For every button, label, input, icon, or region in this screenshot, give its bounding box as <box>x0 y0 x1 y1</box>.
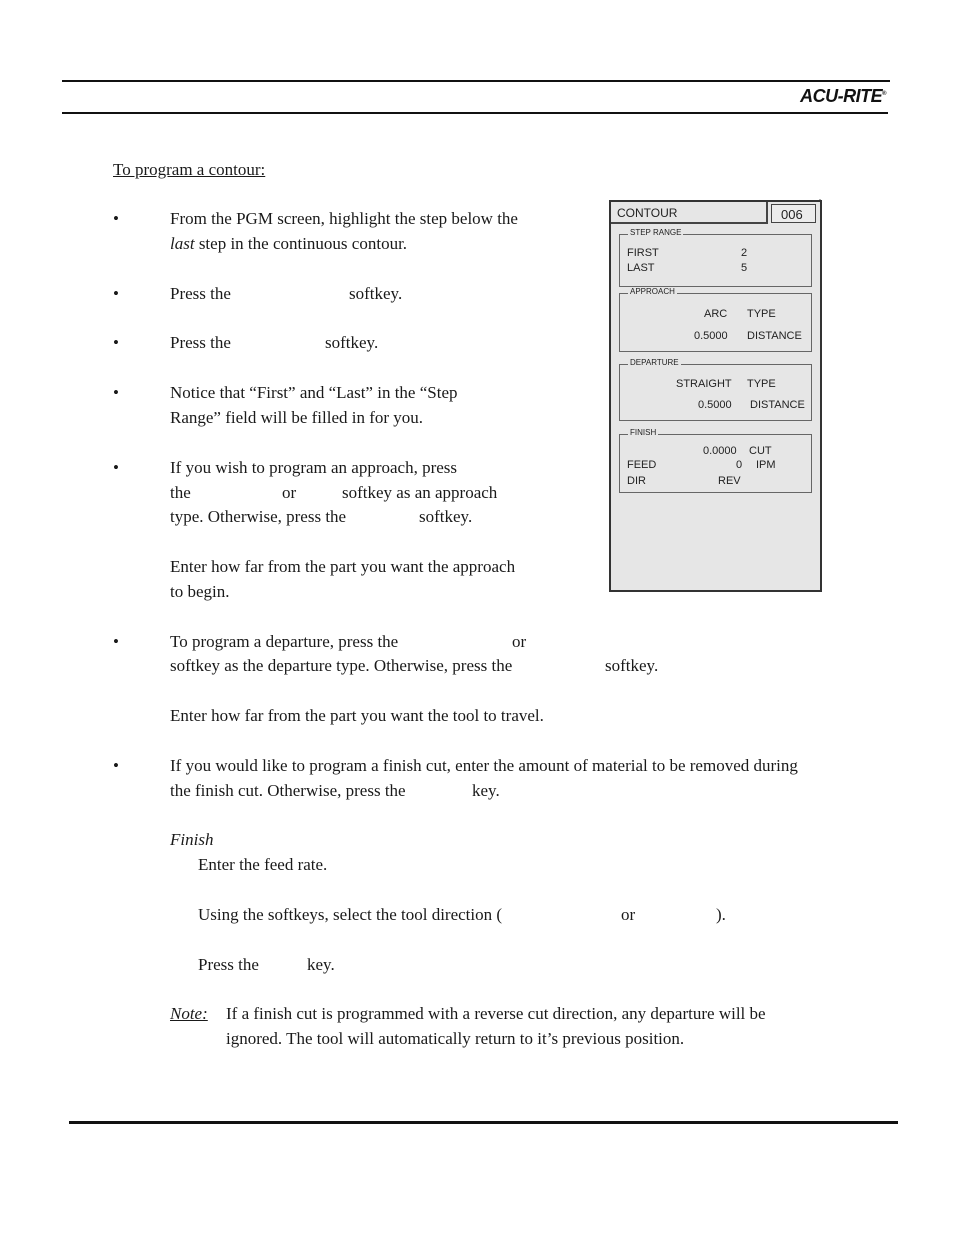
bullet: • <box>113 632 119 651</box>
last-value: 5 <box>741 262 748 274</box>
step5-line4: Enter how far from the part you want the approach <box>170 557 516 576</box>
departure-label: DEPARTURE <box>630 358 679 367</box>
step5-line1: If you wish to program an approach, press <box>170 458 458 477</box>
step5-line2a: the <box>170 483 191 502</box>
step6-line3: Enter how far from the part you want the tool to travel. <box>170 706 544 725</box>
step3-pre: Press the <box>170 333 231 352</box>
bullet: • <box>113 284 119 303</box>
finish-cut-value: 0.0000 <box>703 445 737 457</box>
feed-unit: IPM <box>756 459 776 471</box>
bullet: • <box>113 383 119 402</box>
approach-distance-label: DISTANCE <box>747 330 802 342</box>
dir-value: REV <box>718 475 741 487</box>
finish-step1: Enter the feed rate. <box>198 855 328 874</box>
approach-group <box>619 287 812 352</box>
finish-step2c: ). <box>716 905 726 924</box>
screen-title: CONTOUR <box>611 202 768 224</box>
departure-type-value: STRAIGHT <box>676 378 732 390</box>
step5-line2c: softkey as an approach <box>342 483 498 502</box>
step7-line2b: key. <box>472 781 500 800</box>
step5-line3a: type. Otherwise, press the <box>170 507 347 526</box>
step1-line1: From the PGM screen, highlight the step below the <box>170 209 518 228</box>
feed-label: FEED <box>627 459 657 471</box>
step5-line5: to begin. <box>170 582 230 601</box>
step-number: 006 <box>771 204 816 223</box>
finish-step3b: key. <box>307 955 335 974</box>
departure-type-label: TYPE <box>747 378 776 390</box>
step5-line2b: or <box>282 483 297 502</box>
finish-label: Finish <box>170 830 214 849</box>
header-rule-bottom <box>62 112 888 114</box>
first-value: 2 <box>741 247 748 259</box>
step7-line2a: the finish cut. Otherwise, press the <box>170 781 406 800</box>
step5-line3b: softkey. <box>419 507 473 526</box>
first-label: FIRST <box>627 247 659 259</box>
step6-line2a: softkey as the departure type. Otherwise, press the <box>170 656 513 675</box>
step4-line2: Range” field will be filled in for you. <box>170 408 424 427</box>
step6-line1a: To program a departure, press the <box>170 632 399 651</box>
step-range-group <box>619 228 812 287</box>
step1-line2: last step in the continuous contour. <box>170 234 408 253</box>
last-label: LAST <box>627 262 655 274</box>
finish-step2a: Using the softkeys, select the tool direction ( <box>198 905 503 924</box>
section-heading: To program a contour: <box>113 160 266 179</box>
note-line2: ignored. The tool will automatically return to it’s previous position. <box>226 1029 685 1048</box>
dir-label: DIR <box>627 475 646 487</box>
approach-type-label: TYPE <box>747 308 776 320</box>
finish-group-label: FINISH <box>630 428 657 437</box>
bullet: • <box>113 756 119 775</box>
step6-line2b: softkey. <box>605 656 659 675</box>
contour-screen <box>609 200 822 592</box>
note-label: Note: <box>170 1004 208 1023</box>
bullet: • <box>113 209 119 228</box>
approach-label: APPROACH <box>630 287 675 296</box>
departure-distance-label: DISTANCE <box>750 399 805 411</box>
step-range-label: STEP RANGE <box>630 228 682 237</box>
header-rule-top <box>62 80 890 82</box>
footer-rule <box>69 1121 898 1124</box>
step3-post: softkey. <box>325 333 379 352</box>
step2-pre: Press the <box>170 284 231 303</box>
feed-value: 0 <box>736 459 743 471</box>
finish-group <box>619 428 812 493</box>
approach-type-value: ARC <box>704 308 728 320</box>
approach-distance-value: 0.5000 <box>694 330 728 342</box>
note-line1: If a finish cut is programmed with a reverse cut direction, any departure will be <box>226 1004 766 1023</box>
departure-group <box>619 358 812 421</box>
step4-line1: Notice that “First” and “Last” in the “Step <box>170 383 458 402</box>
step6-line1b: or <box>512 632 527 651</box>
bullet: • <box>113 333 119 352</box>
departure-distance-value: 0.5000 <box>698 399 732 411</box>
acu-rite-logo: ACU-RITE® <box>800 86 886 106</box>
step7-line1: If you would like to program a finish cut, enter the amount of material to be removed during <box>170 756 798 775</box>
bullet: • <box>113 458 119 477</box>
finish-cut-label: CUT <box>749 445 772 457</box>
finish-step2b: or <box>621 905 636 924</box>
finish-step3a: Press the <box>198 955 259 974</box>
step2-post: softkey. <box>349 284 403 303</box>
